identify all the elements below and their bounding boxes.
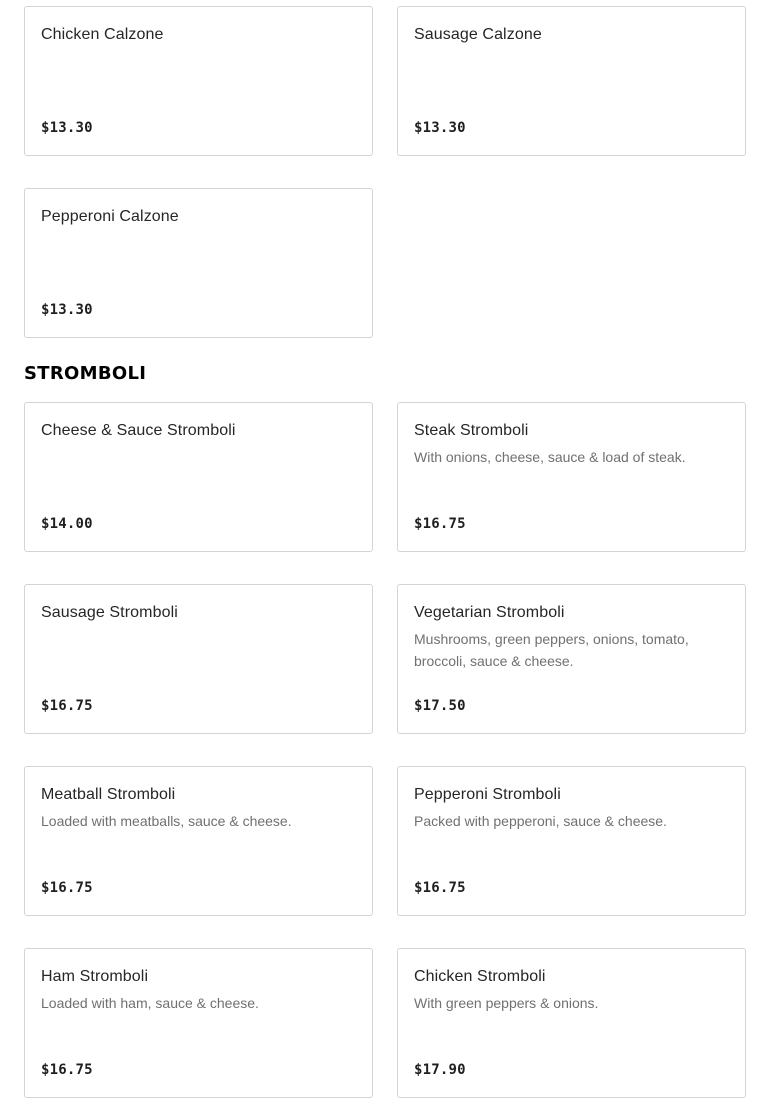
- menu-item-card[interactable]: [24, 188, 373, 338]
- menu-item-card[interactable]: [24, 402, 373, 552]
- menu-item-price: $13.30: [41, 120, 93, 136]
- menu-item-description: With green peppers & onions.: [414, 995, 599, 1011]
- menu-item-price: $17.90: [414, 1062, 466, 1078]
- menu-item-price: $16.75: [414, 516, 466, 532]
- menu-item-description: Packed with pepperoni, sauce & cheese.: [414, 813, 667, 829]
- calzone-grid: [24, 6, 746, 338]
- menu-item-description: With onions, cheese, sauce & load of steak.: [414, 449, 686, 465]
- menu-page: [24, 6, 746, 1098]
- menu-item-card[interactable]: [397, 6, 746, 156]
- menu-item-price: $14.00: [41, 516, 93, 532]
- menu-item-name: Sausage Calzone: [414, 26, 542, 43]
- menu-item-price: $13.30: [41, 302, 93, 318]
- menu-item-name: Chicken Calzone: [41, 26, 164, 43]
- menu-item-name: Steak Stromboli: [414, 422, 529, 439]
- menu-item-name: Chicken Stromboli: [414, 968, 546, 985]
- menu-item-price: $16.75: [41, 1062, 93, 1078]
- menu-item-name: Meatball Stromboli: [41, 786, 176, 803]
- menu-item-card[interactable]: [24, 6, 373, 156]
- menu-item-description: Mushrooms, green peppers, onions, tomato, broccoli, sauce & cheese.: [414, 631, 689, 669]
- menu-item-card[interactable]: [397, 766, 746, 916]
- menu-item-price: $13.30: [414, 120, 466, 136]
- menu-item-price: $16.75: [41, 698, 93, 714]
- menu-item-name: Cheese & Sauce Stromboli: [41, 422, 236, 439]
- section-heading-stromboli: STROMBOLI: [24, 363, 147, 384]
- stromboli-grid: [24, 402, 746, 1098]
- menu-item-card[interactable]: [24, 766, 373, 916]
- menu-item-card[interactable]: [24, 948, 373, 1098]
- menu-item-name: Pepperoni Calzone: [41, 208, 179, 225]
- menu-item-name: Pepperoni Stromboli: [414, 786, 561, 803]
- menu-item-name: Sausage Stromboli: [41, 604, 178, 621]
- menu-item-card[interactable]: [397, 584, 746, 734]
- menu-item-name: Vegetarian Stromboli: [414, 604, 565, 621]
- menu-item-description: Loaded with meatballs, sauce & cheese.: [41, 813, 292, 829]
- menu-item-name: Ham Stromboli: [41, 968, 149, 985]
- menu-item-card[interactable]: [24, 584, 373, 734]
- menu-item-price: $17.50: [414, 698, 466, 714]
- menu-item-price: $16.75: [41, 880, 93, 896]
- menu-item-description: Loaded with ham, sauce & cheese.: [41, 995, 259, 1011]
- menu-item-card[interactable]: [397, 948, 746, 1098]
- menu-item-card[interactable]: [397, 402, 746, 552]
- menu-item-price: $16.75: [414, 880, 466, 896]
